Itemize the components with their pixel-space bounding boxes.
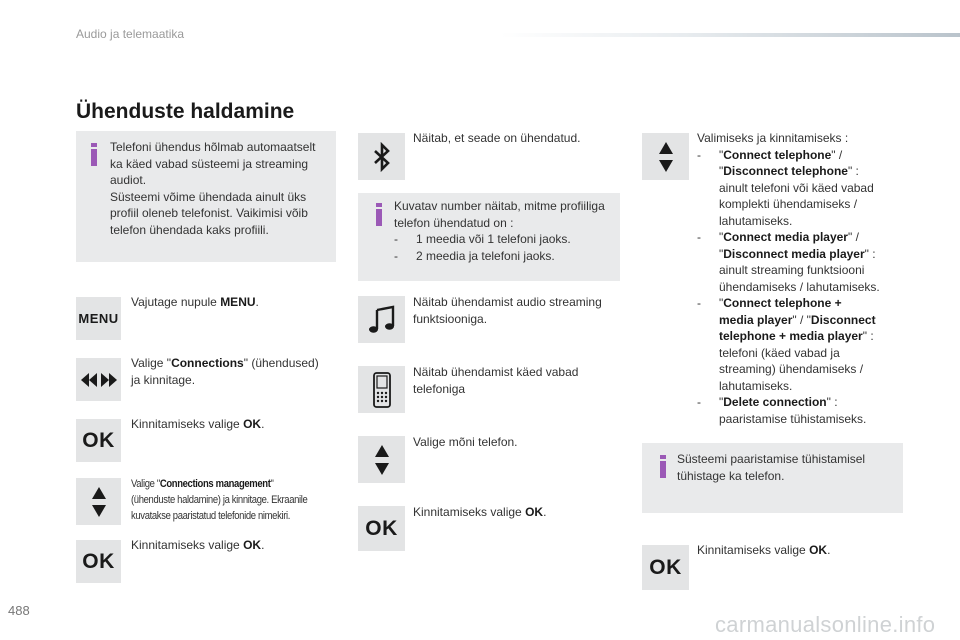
option-connect-telephone-media [697,295,907,394]
option-text: " : [864,246,876,261]
option-text-bold: Disconnect telephone [723,164,848,178]
ok-button [642,545,689,590]
header-divider [500,33,960,37]
option-text: " : [847,164,859,178]
option-text-bold: media player [719,312,793,327]
description-line: Näitab ühendamist audio streaming [413,295,602,309]
note-line: Süsteemi paaristamise tühistamisel [677,452,866,466]
ok-button-label: OK [82,428,115,452]
info-note-unpair [642,443,903,513]
step-text-bold: Connections management [159,478,271,490]
step-confirm-ok [131,416,264,433]
note-line: ka käed vabad süsteemi ja streaming [110,156,309,171]
option-delete-connection [697,394,907,427]
bluetooth-symbol [358,133,405,180]
list-dash: - [394,248,398,263]
step-text: . [827,543,831,557]
list-dash: - [697,230,701,244]
step-text: . [261,538,265,552]
note-list-item [394,248,612,265]
option-text: ühendamiseks / lahutamiseks. [719,279,880,294]
option-text: komplekti ühendamiseks / [719,197,858,211]
option-connect-media-player [697,229,907,295]
option-text: " [719,296,724,310]
note-list-item [394,231,612,248]
step-text: Vajutage nupule [131,295,221,309]
step-text-bold: OK [243,538,262,552]
ok-button [76,540,121,583]
step-text: Kinnitamiseks valige [413,505,526,519]
info-icon [376,203,382,226]
info-icon [660,455,666,478]
step-confirm-ok [413,504,546,521]
step-text: Valige " [131,356,172,370]
note-line: telefon ühendada kaks profiili. [110,222,269,237]
option-text: ainult streaming funktsiooni [719,263,865,277]
option-connect-telephone [697,147,907,230]
page-number: 488 [8,603,30,618]
option-text: ainult telefoni või käed vabad [719,180,874,195]
step-text-bold: OK [525,505,544,519]
ok-button-label: OK [82,549,115,573]
option-text: " [719,230,724,244]
list-text: 2 meedia ja telefoni jaoks. [416,248,555,263]
up-down-buttons [76,478,121,525]
music-symbol [358,296,405,343]
step-text-bold: MENU [220,295,256,309]
arrow-down-icon [375,463,389,475]
ok-button [76,419,121,462]
arrow-up-icon [92,487,106,499]
step-text-bold: OK [809,543,828,557]
step-text: kuvatakse paaristatud telefonide nimekiri. [131,510,291,522]
arrow-down-icon [92,505,106,517]
phone-description [413,364,578,397]
up-down-buttons [642,133,689,180]
option-text: lahutamiseks. [719,213,793,228]
arrow-down-icon [659,160,673,172]
step-press-menu [131,294,259,311]
options-intro: Valimiseks ja kinnitamiseks : [697,131,849,145]
option-text: " [719,246,724,261]
option-text-bold: Connect media player [723,230,848,244]
option-text: streaming) ühendamiseks / [719,362,864,376]
section-header: Audio ja telemaatika [76,27,185,41]
step-text-bold: Connections [171,356,244,370]
option-text-bold: Delete connection [723,395,827,409]
list-dash: - [697,296,701,310]
note-line: telefon ühendatud on : [394,215,514,230]
step-text: " (ühendused) [243,356,319,370]
arrow-up-icon [659,142,673,154]
option-text: paaristamise tühistamiseks. [719,411,867,426]
option-text: " / [847,230,859,244]
mobile-phone-icon [372,372,392,408]
note-line: tühistage ka telefon. [677,468,785,483]
option-text: " : [826,395,838,409]
step-text: Kinnitamiseks valige [131,417,244,431]
watermark: carmanualsonline.info [715,612,936,637]
step-text: . [255,295,259,309]
info-note-connection [76,131,336,262]
info-note-profiles [358,193,620,281]
list-dash: - [697,395,701,409]
option-text: " / " [792,312,811,327]
option-text-bold: Disconnect [810,312,876,327]
note-line: audiot. [110,173,147,187]
step-text: . [261,417,265,431]
step-text: " [270,478,274,490]
page-title: Ühenduste haldamine [76,100,295,123]
list-text: 1 meedia või 1 telefoni jaoks. [416,232,571,246]
phone-symbol [358,366,405,413]
option-text: " / [831,147,843,162]
step-text: . [543,505,547,519]
option-text-bold: Connect telephone + [723,296,842,310]
list-dash: - [394,232,398,246]
list-dash: - [697,147,701,162]
description-line: funktsiooniga. [413,311,488,326]
option-text: lahutamiseks. [719,378,793,393]
step-text: Kinnitamiseks valige [131,538,244,552]
note-line: Telefoni ühendus hõlmab automaatselt [110,140,316,154]
step-select-connections [131,355,319,388]
step-select-phone: Valige mõni telefon. [413,435,518,449]
description-line: Näitab ühendamist käed vabad [413,365,579,379]
option-text-bold: Disconnect media player [723,246,865,261]
option-text: " [719,147,724,162]
up-down-buttons [358,436,405,483]
step-text: (ühenduste haldamine) ja kinnitage. Ekraanile [131,494,308,506]
music-note-icon [368,305,396,335]
ok-button-label: OK [365,516,398,540]
music-description [413,294,602,327]
note-line: Süsteemi võime ühendada ainult üks [110,189,307,204]
option-text: " [719,164,724,178]
bluetooth-description: Näitab, et seade on ühendatud. [413,131,581,145]
step-text: Kinnitamiseks valige [697,543,810,557]
arrow-up-icon [375,445,389,457]
connection-options [697,130,907,427]
step-text: ja kinnitage. [131,372,196,387]
option-text: " [719,395,724,409]
option-text: " : [862,329,874,343]
step-confirm-ok [697,542,830,559]
step-connections-management [131,476,337,524]
description-line: telefoniga [413,381,466,396]
seek-arrows-icon [81,373,117,387]
menu-button-label: MENU [78,311,119,326]
ok-button-label: OK [649,555,682,579]
step-text-bold: OK [243,417,262,431]
ok-button [358,506,405,551]
option-text-bold: Connect telephone [723,147,832,162]
menu-button [76,297,121,340]
step-text: Valige " [131,478,160,490]
seek-buttons [76,358,121,401]
note-line: Kuvatav number näitab, mitme profiiliga [394,199,605,213]
option-text-bold: telephone + media player [719,329,863,343]
step-confirm-ok [131,537,264,554]
option-text: telefoni (käed vabad ja [719,345,840,360]
info-icon [91,143,97,166]
bluetooth-icon [372,142,392,172]
note-line: profiil oleneb telefonist. Vaikimisi võib [110,206,308,220]
